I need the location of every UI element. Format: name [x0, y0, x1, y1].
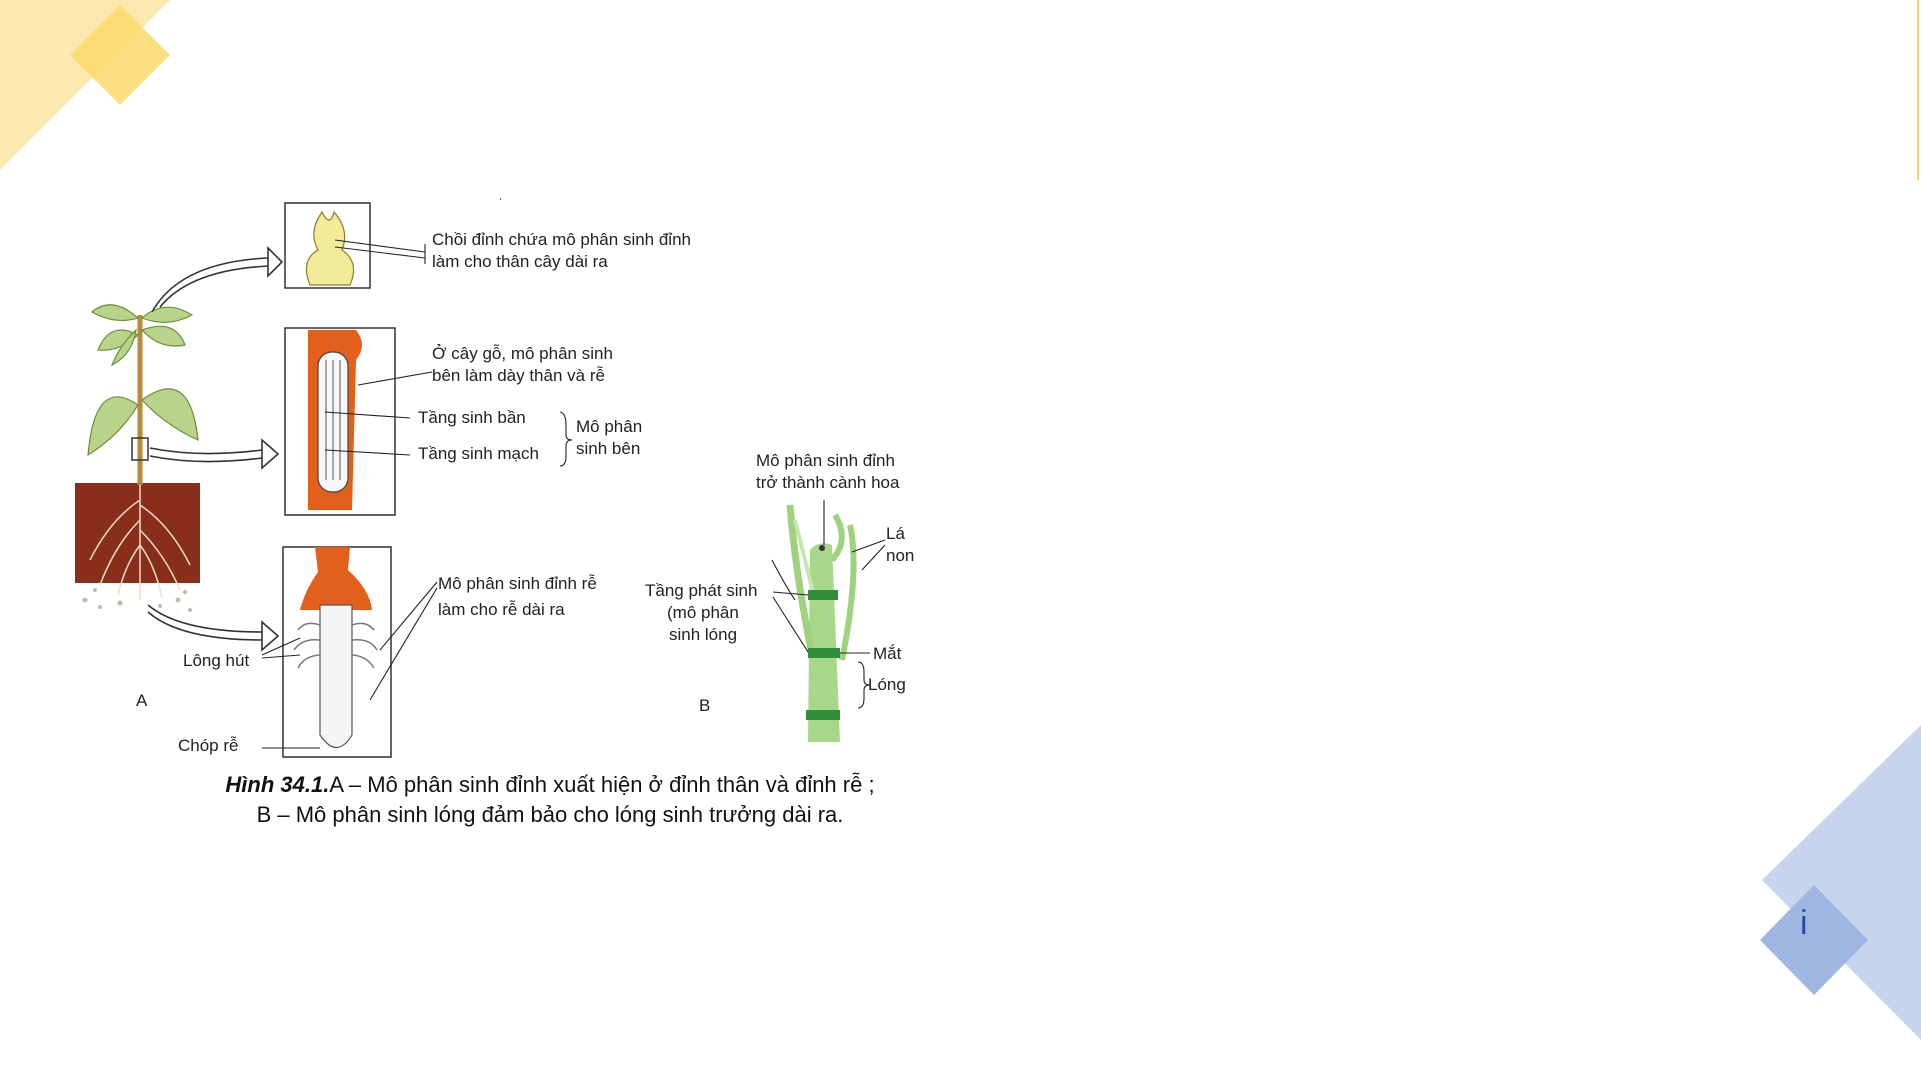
apical-bud-label-2: làm cho thân cây dài ra	[432, 252, 608, 271]
root-cap-label: Chóp rễ	[178, 736, 239, 755]
intercalary-label-2: (mô phân	[667, 603, 739, 622]
root-apical-label-1: Mô phân sinh đỉnh rễ	[438, 574, 597, 593]
cork-cambium-label: Tầng sinh bần	[418, 408, 526, 427]
internode-label: Lóng	[868, 675, 906, 694]
caption-text-2: B – Mô phân sinh lóng đảm bảo cho lóng sinh trưởng dài ra.	[256, 802, 844, 827]
soil-particles	[83, 588, 193, 612]
young-leaf-label-2: non	[886, 546, 915, 565]
apical-bud-label-1: Chồi đỉnh chứa mô phân sinh đỉnh	[432, 230, 691, 249]
lateral-meristem-label-2: sinh bên	[576, 439, 641, 458]
woody-label-2: bên làm dày thân và rễ	[432, 366, 605, 385]
woody-label-1: Ở cây gỗ, mô phân sinh	[432, 344, 613, 363]
bamboo-stem	[790, 505, 854, 742]
figure-caption-line-1	[150, 770, 950, 800]
vascular-cambium-label: Tầng sinh mạch	[418, 444, 539, 463]
young-leaf-label-1: Lá	[886, 524, 905, 543]
root-apical-label-2: làm cho rễ dài ra	[438, 600, 565, 619]
root-hair-label: Lông hút	[183, 651, 250, 670]
soil-block	[75, 483, 200, 583]
intercalary-label-3: sinh lóng	[669, 625, 738, 644]
figure-number: Hình 34.1.	[225, 772, 330, 797]
page-marker: i	[1800, 904, 1808, 942]
b-top-label-1: Mô phân sinh đỉnh	[756, 451, 895, 470]
caption-text-1: A – Mô phân sinh đỉnh xuất hiện ở đỉnh thân và đỉnh rễ ;	[329, 772, 875, 797]
b-top-label-2: trở thành cành hoa	[756, 473, 900, 492]
figure-caption-line-2	[150, 800, 950, 830]
node-label: Mắt	[873, 644, 902, 663]
part-b-letter: B	[699, 696, 711, 715]
intercalary-label-1: Tầng phát sinh	[645, 581, 758, 600]
plant-leaves	[88, 305, 198, 455]
lateral-meristem-label-1: Mô phân	[576, 417, 643, 436]
part-a-letter: A	[136, 691, 148, 710]
